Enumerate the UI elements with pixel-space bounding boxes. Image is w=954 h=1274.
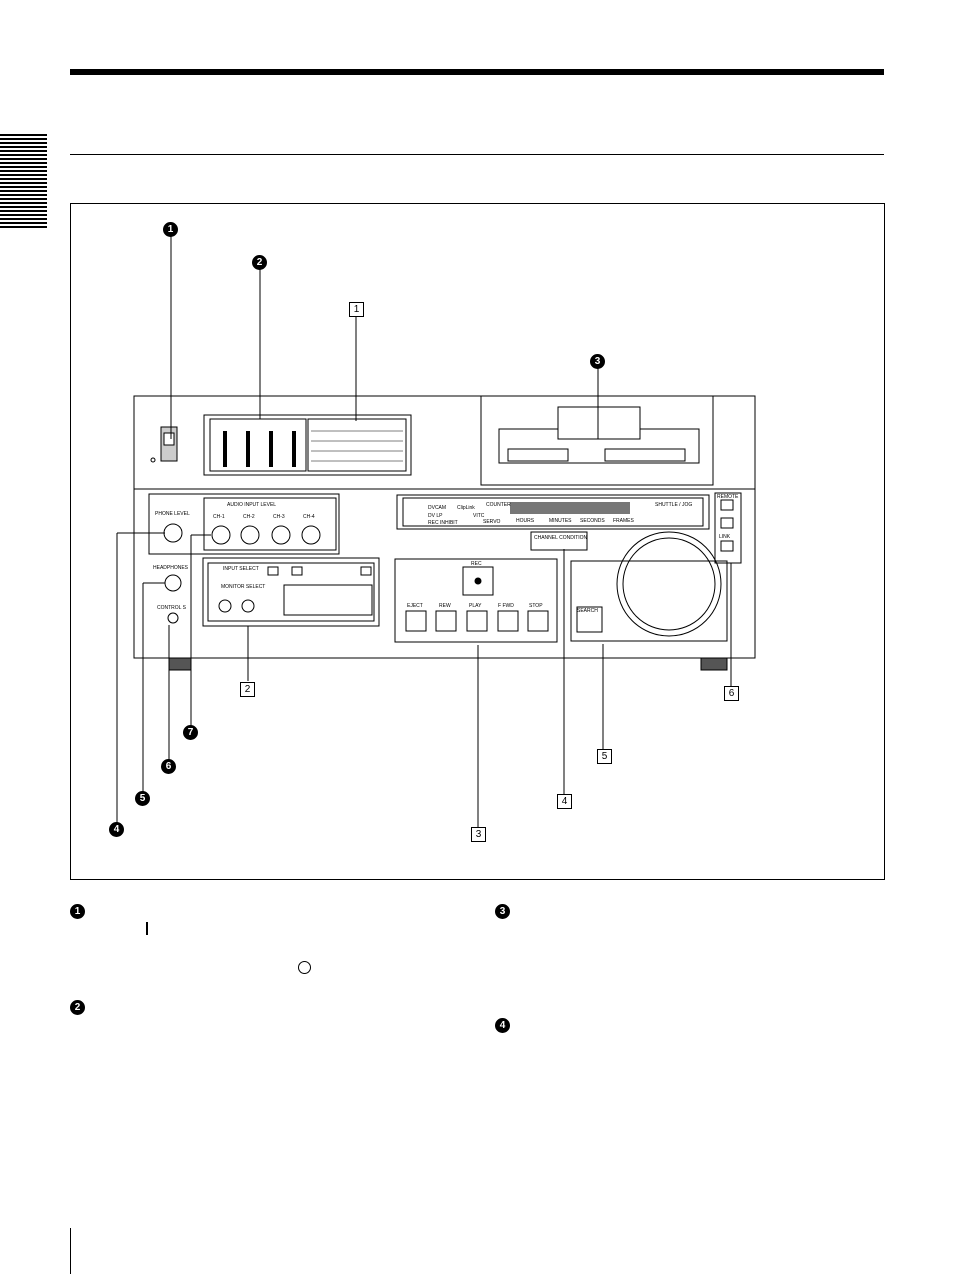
control-s-jack: [168, 613, 178, 623]
callout-1: 1: [163, 222, 178, 237]
section-rule: [70, 154, 884, 155]
callout-6: 6: [161, 759, 176, 774]
section-box-3: 3: [471, 827, 486, 842]
input-select-label: INPUT SELECT: [223, 566, 259, 572]
ilink-button: [721, 541, 733, 551]
remote-label: REMOTE: [717, 494, 739, 500]
section-box-4: 4: [557, 794, 572, 809]
rew-label: REW: [439, 603, 451, 609]
list-marker-2: 2: [70, 1000, 85, 1015]
servo-label: SERVO: [483, 519, 501, 525]
right-foot: [701, 658, 727, 670]
channel-condition-label: CHANNEL CONDITION: [534, 535, 588, 541]
ch4-label: CH-4: [303, 514, 315, 520]
s400-button: [721, 518, 733, 528]
headphones-jack: [165, 575, 181, 591]
list-marker-4: 4: [495, 1018, 510, 1033]
callout-3: 3: [590, 354, 605, 369]
search-label: SEARCH: [577, 608, 598, 614]
counter-label: COUNTER: [486, 502, 511, 508]
phone-level-knob: [164, 524, 182, 542]
phone-level-label: PHONE LEVEL: [155, 511, 190, 517]
section-box-1: 1: [349, 302, 364, 317]
section-box-2: 2: [240, 682, 255, 697]
power-off-symbol-icon: [298, 961, 311, 974]
rec-inhibit-label: REC INHIBIT: [428, 520, 458, 526]
list-marker-1: 1: [70, 904, 85, 919]
chapter-top-rule: [70, 69, 884, 75]
page-footer-rule: [70, 1228, 71, 1274]
play-label: PLAY: [469, 603, 482, 609]
front-panel-illustration: [71, 204, 884, 879]
ch3-label: CH-3: [273, 514, 285, 520]
eject-button: [406, 611, 426, 631]
rew-button: [436, 611, 456, 631]
audio-input-level-label: AUDIO INPUT LEVEL: [227, 502, 277, 508]
ch1-knob: [212, 526, 230, 544]
ch1-label: CH-1: [213, 514, 225, 520]
ilink-label: LINK: [719, 534, 731, 540]
eject-label: EJECT: [407, 603, 423, 609]
seconds-label: SECONDS: [580, 518, 605, 524]
monitor-select-label: MONITOR SELECT: [221, 584, 266, 590]
minutes-label: MINUTES: [549, 518, 572, 524]
frames-label: FRAMES: [613, 518, 634, 524]
callout-4: 4: [109, 822, 124, 837]
vitc-label: VITC: [473, 513, 485, 519]
ch4-knob: [302, 526, 320, 544]
remote-button: [721, 500, 733, 510]
ch2-knob: [241, 526, 259, 544]
power-on-symbol-icon: [146, 922, 148, 935]
transport-panel: [395, 559, 557, 642]
control-s-label: CONTROL S: [157, 605, 186, 611]
callout-5: 5: [135, 791, 150, 806]
section-box-6: 6: [724, 686, 739, 701]
shuttle-jog-label: SHUTTLE / JOG: [655, 502, 693, 508]
chapter-thumb-tab: [0, 134, 47, 230]
jog-shuttle-dial: [617, 532, 721, 636]
list-marker-3: 3: [495, 904, 510, 919]
ffwd-label: F FWD: [498, 603, 514, 609]
hours-label: HOURS: [516, 518, 535, 524]
meter-bars: [223, 431, 296, 467]
callout-2: 2: [252, 255, 267, 270]
stop-label: STOP: [529, 603, 543, 609]
play-button: [467, 611, 487, 631]
front-panel-figure-frame: [70, 203, 885, 880]
ffwd-button: [498, 611, 518, 631]
rec-label: REC: [471, 561, 482, 567]
dvcam-label: DVCAM: [428, 505, 447, 511]
section-box-5: 5: [597, 749, 612, 764]
headphones-label: HEADPHONES: [153, 565, 189, 571]
dv-lp-label: DV LP: [428, 513, 443, 519]
cliplink-label: ClipLink: [457, 505, 475, 511]
deck-body: [134, 396, 755, 658]
ch2-label: CH-2: [243, 514, 255, 520]
left-foot: [169, 658, 191, 670]
ch3-knob: [272, 526, 290, 544]
stop-button: [528, 611, 548, 631]
callout-7: 7: [183, 725, 198, 740]
